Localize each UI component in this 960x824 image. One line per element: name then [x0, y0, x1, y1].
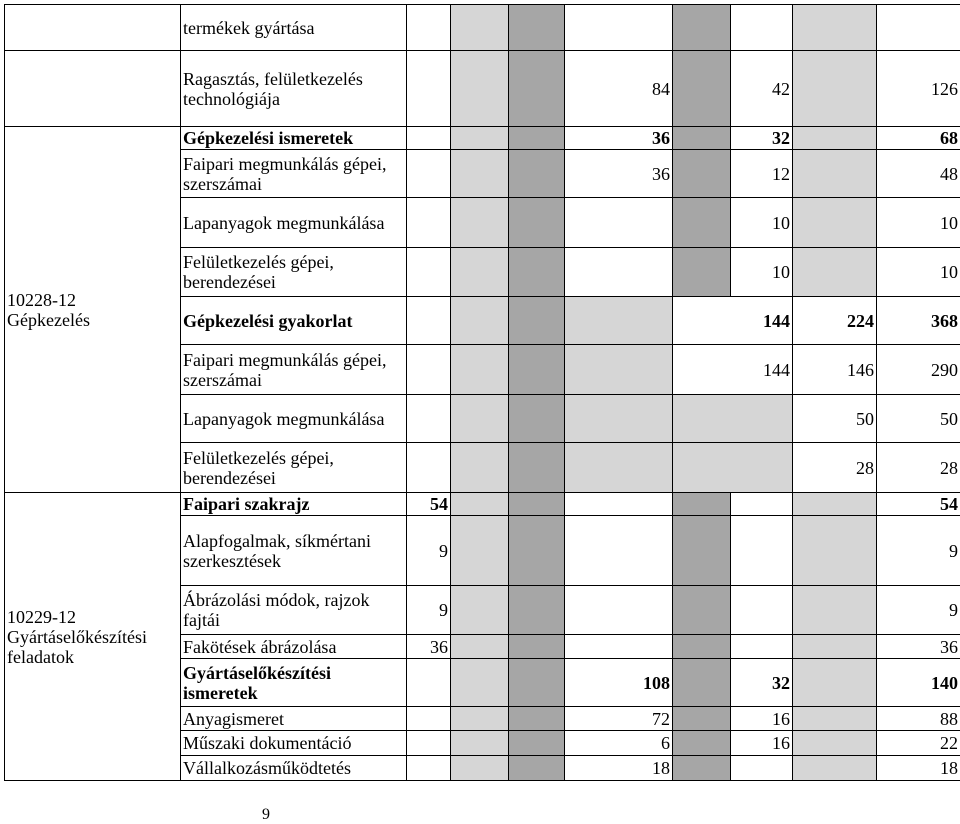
value-cell	[731, 635, 793, 659]
subject-name: Anyagismeret	[181, 707, 407, 731]
subject-name: Ábrázolási módok, rajzok fajtái	[181, 586, 407, 635]
value-cell	[407, 51, 451, 127]
value-cell: 36	[877, 635, 960, 659]
value-cell: 146	[793, 345, 877, 395]
subject-name: Vállalkozásműködtetés	[181, 756, 407, 781]
value-cell: 140	[877, 659, 960, 707]
value-cell: 54	[877, 493, 960, 516]
module-cell	[5, 493, 181, 781]
value-cell: 10	[877, 248, 960, 297]
subject-name: termékek gyártása	[181, 5, 407, 51]
value-cell	[565, 516, 673, 586]
value-cell: 12	[731, 150, 793, 198]
value-cell: 54	[407, 493, 451, 516]
value-cell: 18	[877, 756, 960, 781]
subject-name: Faipari megmunkálás gépei, szerszámai	[181, 150, 407, 198]
subject-name: Felületkezelés gépei, berendezései	[181, 443, 407, 493]
value-cell	[407, 756, 451, 781]
subject-name: Faipari megmunkálás gépei, szerszámai	[181, 345, 407, 395]
value-cell: 9	[877, 516, 960, 586]
curriculum-table	[4, 4, 960, 781]
table-row	[5, 51, 960, 127]
value-cell	[407, 127, 451, 150]
value-cell: 144	[673, 297, 793, 345]
value-cell	[407, 659, 451, 707]
table-row	[5, 5, 960, 51]
module-name: Gépkezelés	[7, 309, 90, 330]
value-cell: 16	[731, 731, 793, 756]
module-name: Gyártáselőkészítési feladatok	[7, 626, 147, 667]
value-cell: 224	[793, 297, 877, 345]
subject-name: Lapanyagok megmunkálása	[181, 395, 407, 443]
subject-name: Gépkezelési ismeretek	[181, 127, 407, 150]
value-cell	[407, 248, 451, 297]
value-cell	[565, 586, 673, 635]
value-cell: 18	[565, 756, 673, 781]
value-cell	[731, 516, 793, 586]
value-cell	[731, 5, 793, 51]
value-cell	[565, 5, 673, 51]
subject-name: Faipari szakrajz	[181, 493, 407, 516]
value-cell	[407, 198, 451, 248]
subject-name: Fakötések ábrázolása	[181, 635, 407, 659]
value-cell: 9	[877, 586, 960, 635]
value-cell: 126	[877, 51, 960, 127]
subject-name: Gépkezelési gyakorlat	[181, 297, 407, 345]
value-cell: 50	[793, 395, 877, 443]
value-cell: 28	[877, 443, 960, 493]
module-cell-empty	[5, 5, 181, 51]
value-cell: 88	[877, 707, 960, 731]
value-cell: 22	[877, 731, 960, 756]
value-cell: 36	[565, 150, 673, 198]
value-cell	[731, 586, 793, 635]
value-cell	[731, 493, 793, 516]
value-cell	[407, 150, 451, 198]
value-cell: 84	[565, 51, 673, 127]
value-cell: 9	[407, 516, 451, 586]
subject-name: Ragasztás, felületkezelés technológiája	[181, 51, 407, 127]
value-cell: 32	[731, 659, 793, 707]
table-row	[5, 127, 960, 150]
subject-name: Gyártáselőkészítési ismeretek	[181, 659, 407, 707]
value-cell	[407, 5, 451, 51]
subject-name: Alapfogalmak, síkmértani szerkesztések	[181, 516, 407, 586]
value-cell	[407, 707, 451, 731]
value-cell: 108	[565, 659, 673, 707]
value-cell: 290	[877, 345, 960, 395]
value-cell: 10	[731, 248, 793, 297]
value-cell: 10	[877, 198, 960, 248]
value-cell: 50	[877, 395, 960, 443]
value-cell: 368	[877, 297, 960, 345]
value-cell: 36	[407, 635, 451, 659]
value-cell	[565, 635, 673, 659]
value-cell: 9	[407, 586, 451, 635]
table-row	[5, 493, 960, 516]
value-cell: 10	[731, 198, 793, 248]
value-cell: 48	[877, 150, 960, 198]
value-cell: 16	[731, 707, 793, 731]
subject-name: Lapanyagok megmunkálása	[181, 198, 407, 248]
value-cell	[877, 5, 960, 51]
value-cell: 36	[565, 127, 673, 150]
subject-name: Műszaki dokumentáció	[181, 731, 407, 756]
value-cell: 6	[565, 731, 673, 756]
value-cell	[565, 493, 673, 516]
value-cell: 28	[793, 443, 877, 493]
value-cell: 68	[877, 127, 960, 150]
value-cell	[565, 248, 673, 297]
module-code: 10228-12	[7, 289, 76, 310]
module-code: 10229-12	[7, 606, 76, 627]
module-cell	[5, 127, 181, 493]
subject-name: Felületkezelés gépei, berendezései	[181, 248, 407, 297]
value-cell	[565, 198, 673, 248]
page-number: 9	[262, 806, 270, 823]
value-cell: 32	[731, 127, 793, 150]
value-cell: 72	[565, 707, 673, 731]
value-cell	[407, 731, 451, 756]
value-cell: 144	[673, 345, 793, 395]
value-cell: 42	[731, 51, 793, 127]
value-cell	[731, 756, 793, 781]
